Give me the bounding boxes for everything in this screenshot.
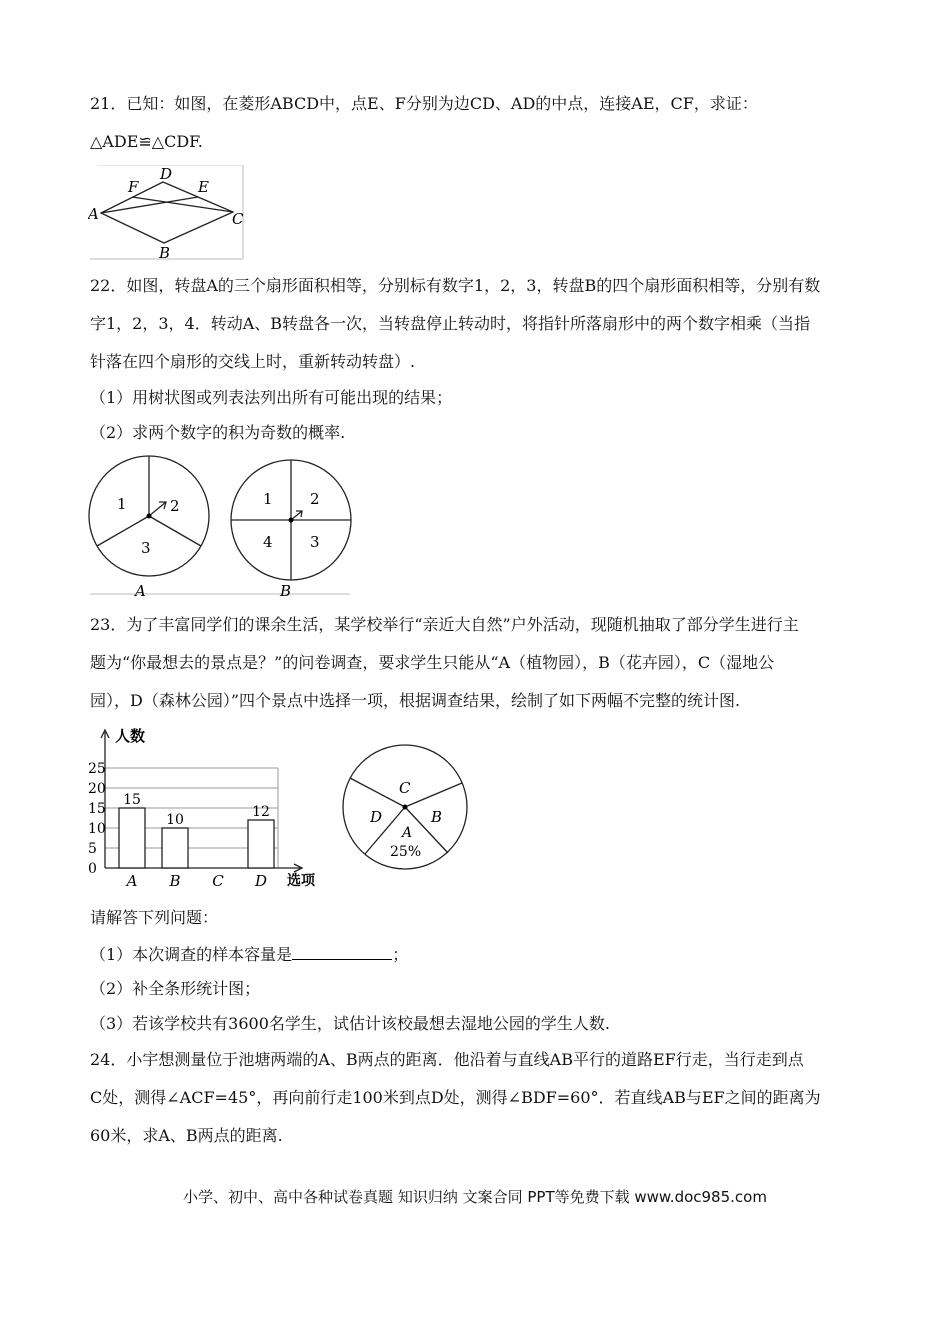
x-tick-label-b: B — [169, 872, 181, 890]
spinner-a-sector-3: 3 — [141, 539, 151, 557]
y-tick-label: 20 — [88, 781, 106, 797]
pie-divider-c-b — [405, 783, 462, 807]
spinner-a-label: A — [135, 582, 146, 600]
y-tick-label: 10 — [88, 821, 106, 837]
bars — [119, 808, 274, 868]
label-c: C — [232, 210, 244, 228]
bar-a — [119, 808, 145, 868]
q23-part-1-end: ； — [392, 945, 409, 964]
label-a: A — [88, 205, 99, 223]
q21-line-1: 21．已知：如图，在菱形ABCD中，点E、F分别为边CD、AD的中点，连接AE，CF，求证： — [90, 94, 758, 113]
q23-line-2: 题为“你最想去的景点是？”的问卷调查，要求学生只能从“A（植物园），B（花卉园），C（湿地公 — [90, 653, 775, 672]
y-tick-label: 5 — [88, 841, 97, 857]
bar-b — [162, 828, 188, 868]
q23-part-1 — [90, 943, 408, 966]
x-axis-label: 选项 — [287, 873, 315, 889]
rhombus-figure — [88, 165, 248, 260]
q23-line-1: 23．为了丰富同学们的课余生活，某学校举行“亲近大自然”户外活动，现随机抽取了部分学生进行主 — [90, 615, 799, 634]
y-tick-label: 25 — [88, 761, 106, 777]
answer-blank[interactable] — [292, 943, 392, 960]
x-tick-label-d: D — [254, 872, 268, 890]
data-label-b: 10 — [166, 812, 184, 828]
q22-line-1: 22．如图，转盘A的三个扇形面积相等，分别标有数字1，2，3，转盘B的四个扇形面积相等，分别有数 — [90, 276, 821, 295]
x-tick-labels — [125, 872, 267, 890]
spinner-b-sector-3: 3 — [310, 533, 320, 551]
label-b: B — [159, 244, 171, 260]
spinner-b-sector-1: 1 — [263, 490, 273, 508]
q23-part-2: （2）补全条形统计图； — [90, 979, 261, 998]
data-label-a: 15 — [123, 792, 141, 808]
q23-prompt: 请解答下列问题： — [90, 908, 219, 927]
pie-label-b: B — [431, 808, 443, 826]
label-d: D — [160, 165, 173, 183]
spinner-b-sector-4: 4 — [263, 533, 273, 551]
q23-line-3: 园），D（森林公园）”四个景点中选择一项，根据调查结果，绘制了如下两幅不完整的统计图. — [90, 691, 741, 710]
spinner-a-sector-1: 1 — [117, 495, 127, 513]
q24-line-2: C处，测得∠ACF=45°，再向前行走100米到点D处，测得∠BDF=60°．若直线AB与EF之间的距离为 — [90, 1088, 821, 1107]
label-f: F — [128, 178, 139, 196]
pie-label-d: D — [370, 808, 383, 826]
q22-part-1: （1）用树状图或列表法列出所有可能出现的结果； — [90, 388, 453, 407]
spinner-a-sector-2: 2 — [170, 497, 180, 515]
bar-d — [248, 820, 274, 868]
spinner-b-label: B — [280, 582, 292, 600]
q24-line-1: 24．小宇想测量位于池塘两端的A、B两点的距离．他沿着与直线AB平行的道路EF行走，当行走到点 — [90, 1050, 804, 1069]
pie-label-a: A — [402, 825, 413, 841]
data-label-d: 12 — [252, 804, 270, 820]
bar-chart — [88, 722, 338, 890]
q21-line-2: △ADE≌△CDF. — [90, 132, 203, 151]
q22-part-2: （2）求两个数字的积为奇数的概率. — [90, 423, 346, 442]
q24-line-3: 60米，求A、B两点的距离. — [90, 1126, 283, 1145]
q22-line-2: 字1，2，3，4．转动A、B转盘各一次，当转盘停止转动时，将指针所落扇形中的两个数字相乘（当指 — [90, 314, 811, 333]
y-tick-label: 15 — [88, 801, 106, 817]
y-tick-labels — [88, 761, 106, 877]
page-footer: 小学、初中、高中各种试卷真题 知识归纳 文案合同 PPT等免费下载 www.doc985.com — [183, 1188, 767, 1206]
pie-percent-a: 25% — [390, 844, 422, 860]
pie-chart — [340, 722, 470, 890]
y-axis-label: 人数 — [115, 727, 146, 745]
y-tick-label: 0 — [88, 861, 97, 877]
q23-part-1-text: （1）本次调查的样本容量是 — [90, 945, 293, 964]
spinner-b-sector-2: 2 — [310, 490, 320, 508]
spinners-figure — [88, 455, 358, 600]
q22-line-3: 针落在四个扇形的交线上时，重新转动转盘）. — [90, 352, 416, 371]
x-tick-label-c: C — [212, 872, 224, 890]
label-e: E — [198, 178, 209, 196]
pie-label-c: C — [399, 779, 411, 797]
q23-part-3: （3）若该学校共有3600名学生，试估计该校最想去湿地公园的学生人数. — [90, 1014, 610, 1033]
x-tick-label-a: A — [126, 872, 138, 890]
pie-divider-c-d — [350, 778, 405, 807]
